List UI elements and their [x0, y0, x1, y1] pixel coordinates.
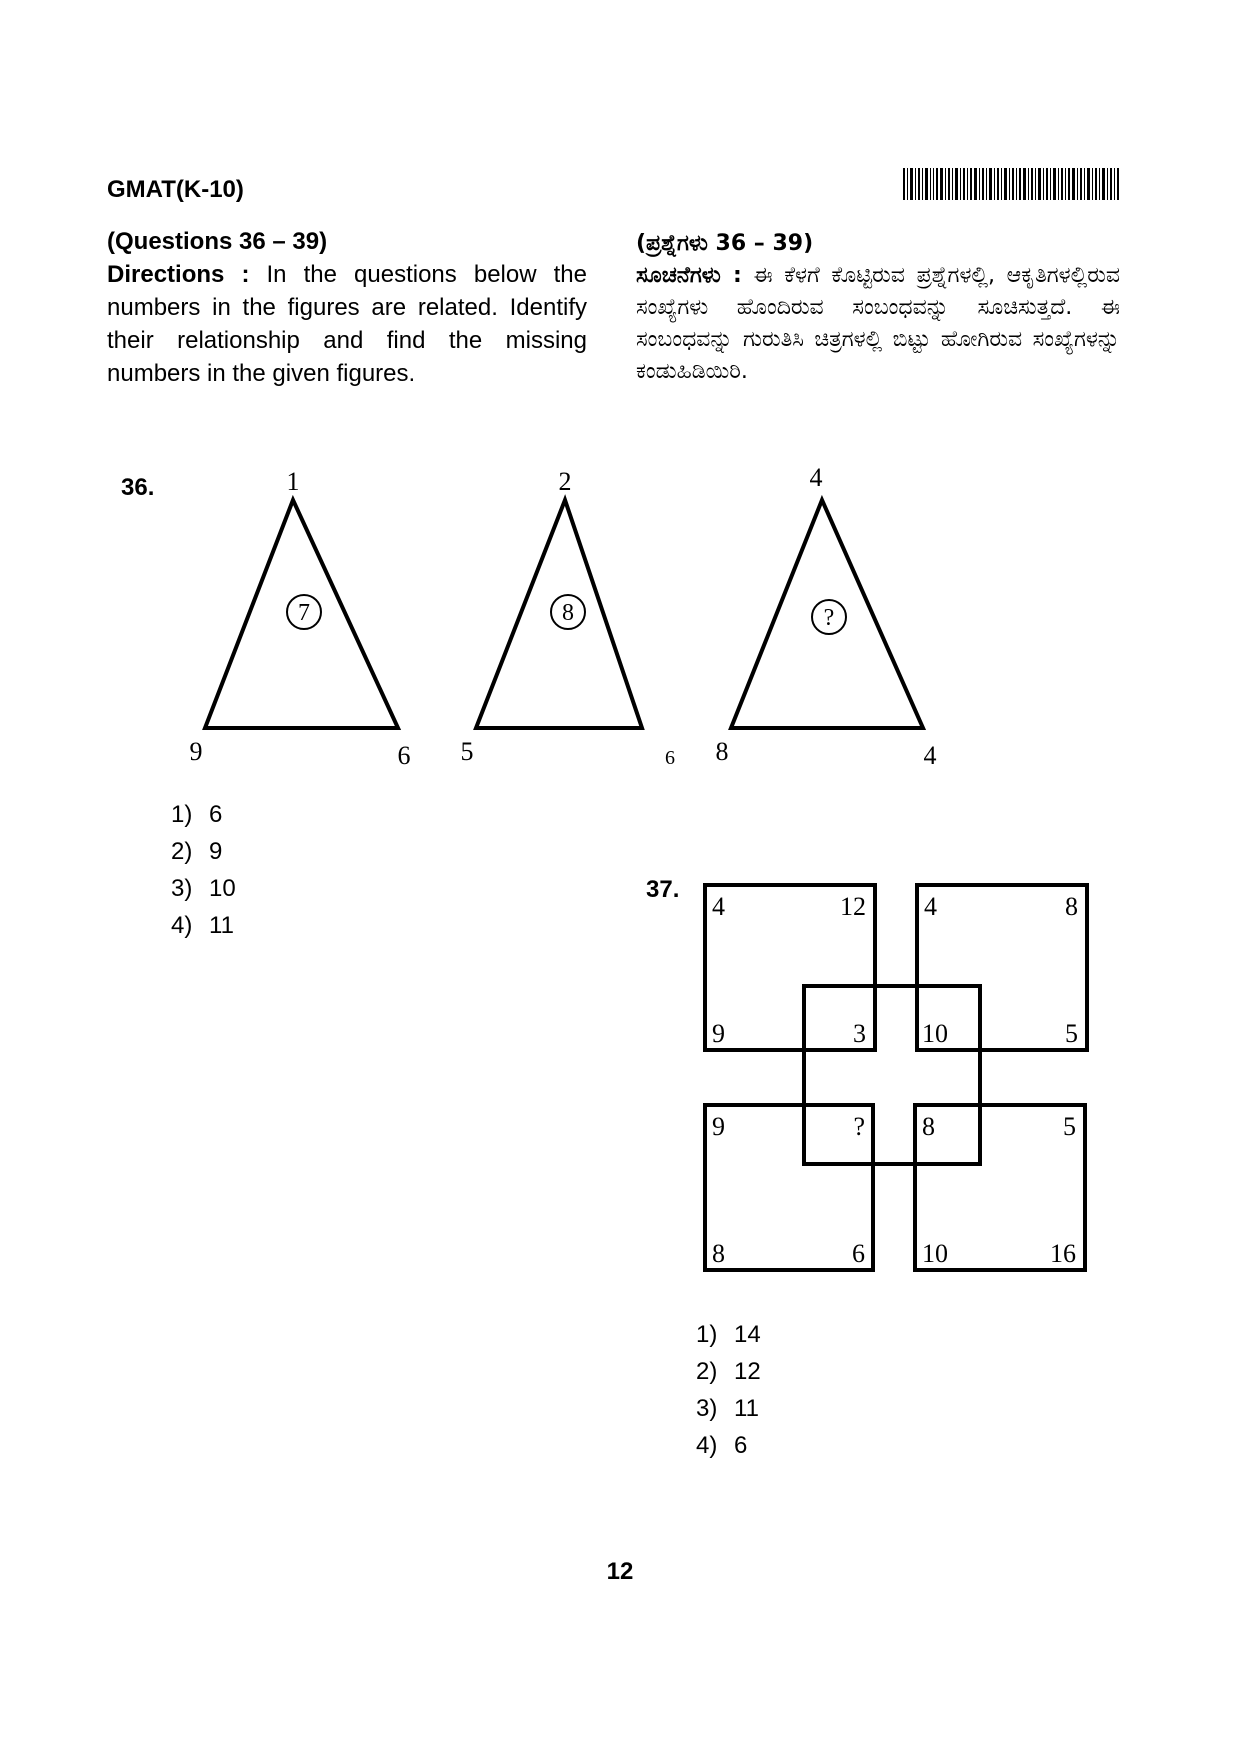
option-number: 1): [171, 801, 193, 828]
tl-square-bottom-left-value: 9: [712, 1019, 725, 1048]
square-bottom-left: [705, 1105, 873, 1270]
option-text: 10: [209, 875, 236, 902]
triangle-3-top-value: 4: [809, 463, 823, 492]
br-square-top-left-value: 8: [922, 1112, 935, 1141]
option-2[interactable]: [171, 833, 236, 870]
triangle-1-top-value: 1: [286, 467, 300, 496]
tr-square-bottom-right-value: 5: [1065, 1019, 1078, 1048]
option-number: 3): [171, 875, 193, 902]
option-4[interactable]: [696, 1427, 761, 1464]
option-text: 6: [734, 1432, 748, 1459]
exam-code: GMAT(K-10): [107, 176, 244, 203]
option-3[interactable]: [696, 1390, 761, 1427]
tl-square-top-right-value: 12: [840, 892, 866, 921]
question-36-number: 36.: [121, 474, 155, 501]
option-1[interactable]: [171, 796, 236, 833]
directions-text: In the questions below the numbers in the figures are related. Identify their relationship and find the missing numbers in the given figures.: [107, 261, 587, 387]
option-text: 12: [734, 1358, 761, 1385]
triangle-1-center-value: 7: [298, 600, 310, 626]
bl-square-bottom-left-value: 8: [712, 1239, 725, 1268]
question-37-number: 37.: [646, 876, 680, 903]
question-36-figure: [180, 460, 960, 780]
br-square-bottom-right-value: 16: [1050, 1239, 1076, 1268]
kannada-instructions: [636, 228, 1120, 388]
tr-square-top-right-value: 8: [1065, 892, 1078, 921]
directions: [107, 258, 587, 390]
directions-kannada: [636, 260, 1120, 388]
tl-square-bottom-right-value: 3: [853, 1019, 866, 1048]
question-37-figure: [690, 870, 1110, 1290]
option-number: 1): [696, 1321, 718, 1348]
triangle-2-shape: [476, 500, 642, 728]
triangle-2: [461, 467, 676, 769]
option-text: 11: [734, 1395, 759, 1422]
triangle-1-left-value: 9: [189, 737, 203, 766]
bl-square-top-left-value: 9: [712, 1112, 725, 1141]
option-2[interactable]: [696, 1353, 761, 1390]
bl-square-bottom-right-value: 6: [852, 1239, 865, 1268]
question-36-options: [171, 796, 236, 944]
option-number: 4): [696, 1432, 718, 1459]
option-number: 2): [696, 1358, 718, 1385]
option-text: 6: [209, 801, 223, 828]
questions-range: (Questions 36 – 39): [107, 228, 328, 255]
directions-label-kannada: ಸೂಚನೆಗಳು :: [636, 263, 742, 288]
directions-label: Directions :: [107, 261, 250, 288]
option-1[interactable]: [696, 1316, 761, 1353]
option-number: 2): [171, 838, 193, 865]
page-number: 12: [606, 1558, 634, 1585]
triangle-3-center-value: ?: [823, 605, 835, 631]
directions-text-kannada: ಈ ಕೆಳಗೆ ಕೊಟ್ಟಿರುವ ಪ್ರಶ್ನೆಗಳಲ್ಲಿ, ಆಕೃತಿಗಳಲ್ಲಿರುವ ಸಂಖ್ಯೆಗಳು ಹೊಂದಿರುವ ಸಂಬಂಧವನ್ನು ಸೂಚಿಸುತ್ತದೆ. ಈ ಸಂಬಂಧವನ್ನು ಗುರುತಿಸಿ ಚಿತ್ರಗಳಲ್ಲಿ ಬಿಟ್ಟು ಹೋಗಿರುವ ಸಂಖ್ಯೆಗಳನ್ನು ಕಂಡುಹಿಡಿಯಿರಿ.: [636, 263, 1120, 384]
triangle-3-left-value: 8: [715, 737, 729, 766]
triangle-3: [716, 463, 937, 770]
br-square-bottom-left-value: 10: [922, 1239, 948, 1268]
barcode-icon: [903, 168, 1119, 200]
questions-range-kannada: (ಪ್ರಶ್ನೆಗಳು 36 – 39): [636, 231, 814, 256]
option-text: 11: [209, 912, 234, 939]
triangle-2-top-value: 2: [558, 467, 572, 496]
option-text: 14: [734, 1321, 761, 1348]
option-number: 3): [696, 1395, 718, 1422]
square-center: [804, 986, 980, 1164]
triangle-1: [190, 467, 411, 770]
tr-square-bottom-left-value: 10: [922, 1019, 948, 1048]
triangle-2-left-value: 5: [460, 737, 474, 766]
option-text: 9: [209, 838, 223, 865]
bl-square-top-right-value: ?: [853, 1112, 865, 1141]
tr-square-top-left-value: 4: [924, 892, 937, 921]
triangle-1-right-value: 6: [397, 741, 411, 770]
option-number: 4): [171, 912, 193, 939]
triangle-3-right-value: 4: [923, 741, 937, 770]
option-3[interactable]: [171, 870, 236, 907]
br-square-top-right-value: 5: [1063, 1112, 1076, 1141]
option-4[interactable]: [171, 907, 236, 944]
question-37-options: [696, 1316, 761, 1464]
english-instructions: [107, 225, 587, 390]
triangle-2-right-value: 6: [665, 747, 675, 769]
triangle-2-center-value: 8: [562, 600, 574, 626]
tl-square-top-left-value: 4: [712, 892, 725, 921]
